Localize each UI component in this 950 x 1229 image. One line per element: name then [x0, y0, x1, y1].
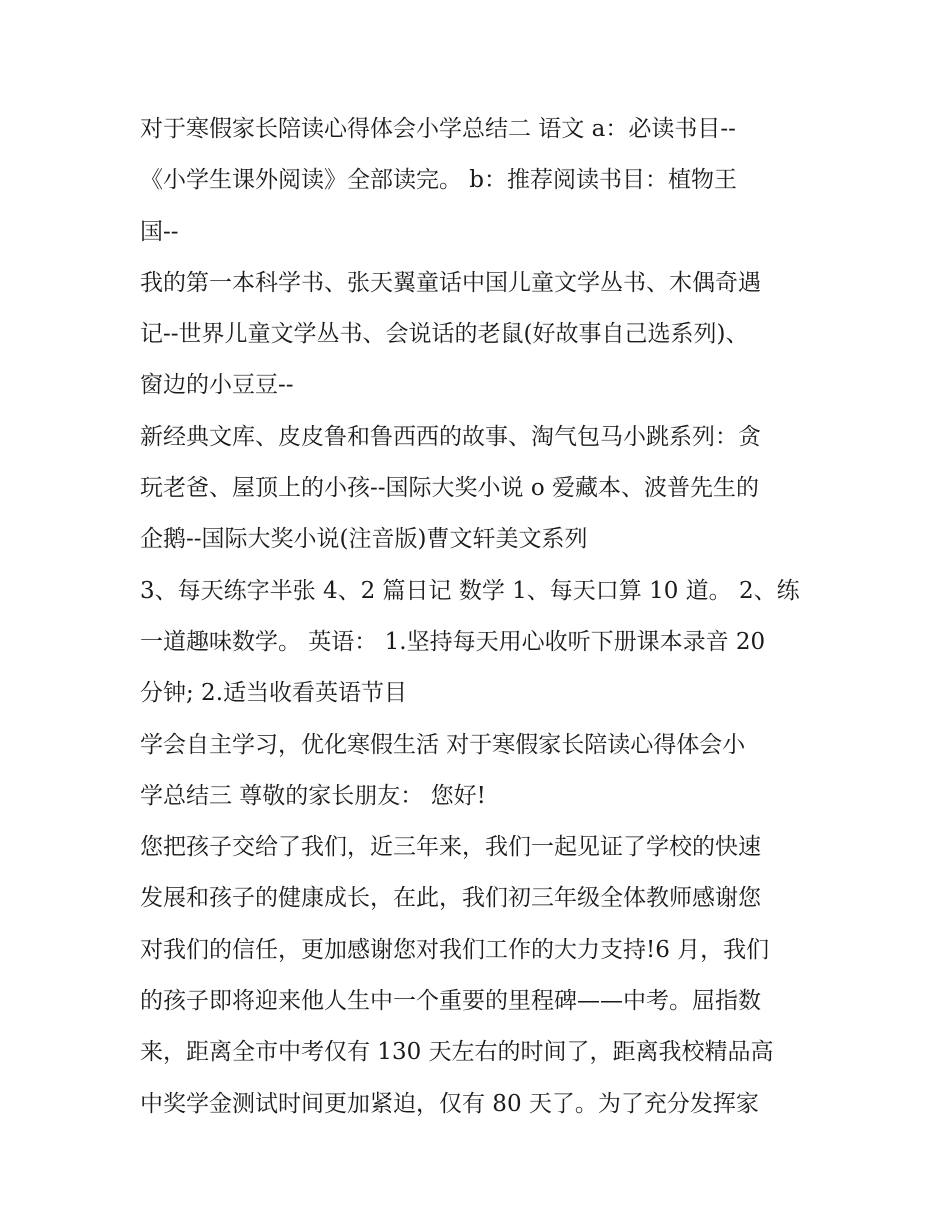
text-line: 3、每天练字半张 4、2 篇日记 数学 1、每天口算 10 道。 2、练: [140, 577, 800, 604]
text-line: 发展和孩子的健康成长，在此，我们初三年级全体教师感谢您: [140, 885, 761, 912]
text-line: 国--: [140, 218, 179, 245]
text-line: 一道趣味数学。 英语： 1.坚持每天用心收听下册课本录音 20: [140, 628, 766, 655]
text-line: 分钟; 2.适当收看英语节目: [140, 680, 408, 707]
text-line: 来，距离全市中考仅有 130 天左右的时间了，距离我校精品高: [140, 1039, 774, 1066]
text-line: 对我们的信任，更加感谢您对我们工作的大力支持!6 月，我们: [140, 936, 770, 963]
text-line: 《小学生课外阅读》全部读完。 b：推荐阅读书目：植物王: [140, 167, 738, 194]
text-line: 对于寒假家长陪读心得体会小学总结二 语文 a：必读书目--: [140, 116, 736, 142]
text-line: 记--世界儿童文学丛书、会说话的老鼠(好故事自己选系列)、: [140, 321, 749, 348]
text-line: 玩老爸、屋顶上的小孩--国际大奖小说 o 爱藏本、波普先生的: [140, 475, 760, 502]
text-line: 学总结三 尊敬的家长朋友： 您好!: [140, 782, 486, 809]
text-line: 窗边的小豆豆--: [140, 372, 294, 399]
text-line: 您把孩子交给了我们，近三年来，我们一起见证了学校的快速: [140, 834, 761, 861]
text-line: 中奖学金测试时间更加紧迫，仅有 80 天了。为了充分发挥家: [140, 1090, 759, 1117]
body-text: [140, 104, 820, 1130]
text-line: 的孩子即将迎来他人生中一个重要的里程碑——中考。屈指数: [140, 988, 761, 1015]
text-line: 我的第一本科学书、张天翼童话中国儿童文学丛书、木偶奇遇: [140, 269, 761, 296]
text-line: 学会自主学习，优化寒假生活 对于寒假家长陪读心得体会小: [140, 731, 746, 758]
text-line: 企鹅--国际大奖小说(注音版)曹文轩美文系列: [140, 526, 588, 553]
text-line: 新经典文库、皮皮鲁和鲁西西的故事、淘气包马小跳系列：贪: [140, 423, 761, 450]
